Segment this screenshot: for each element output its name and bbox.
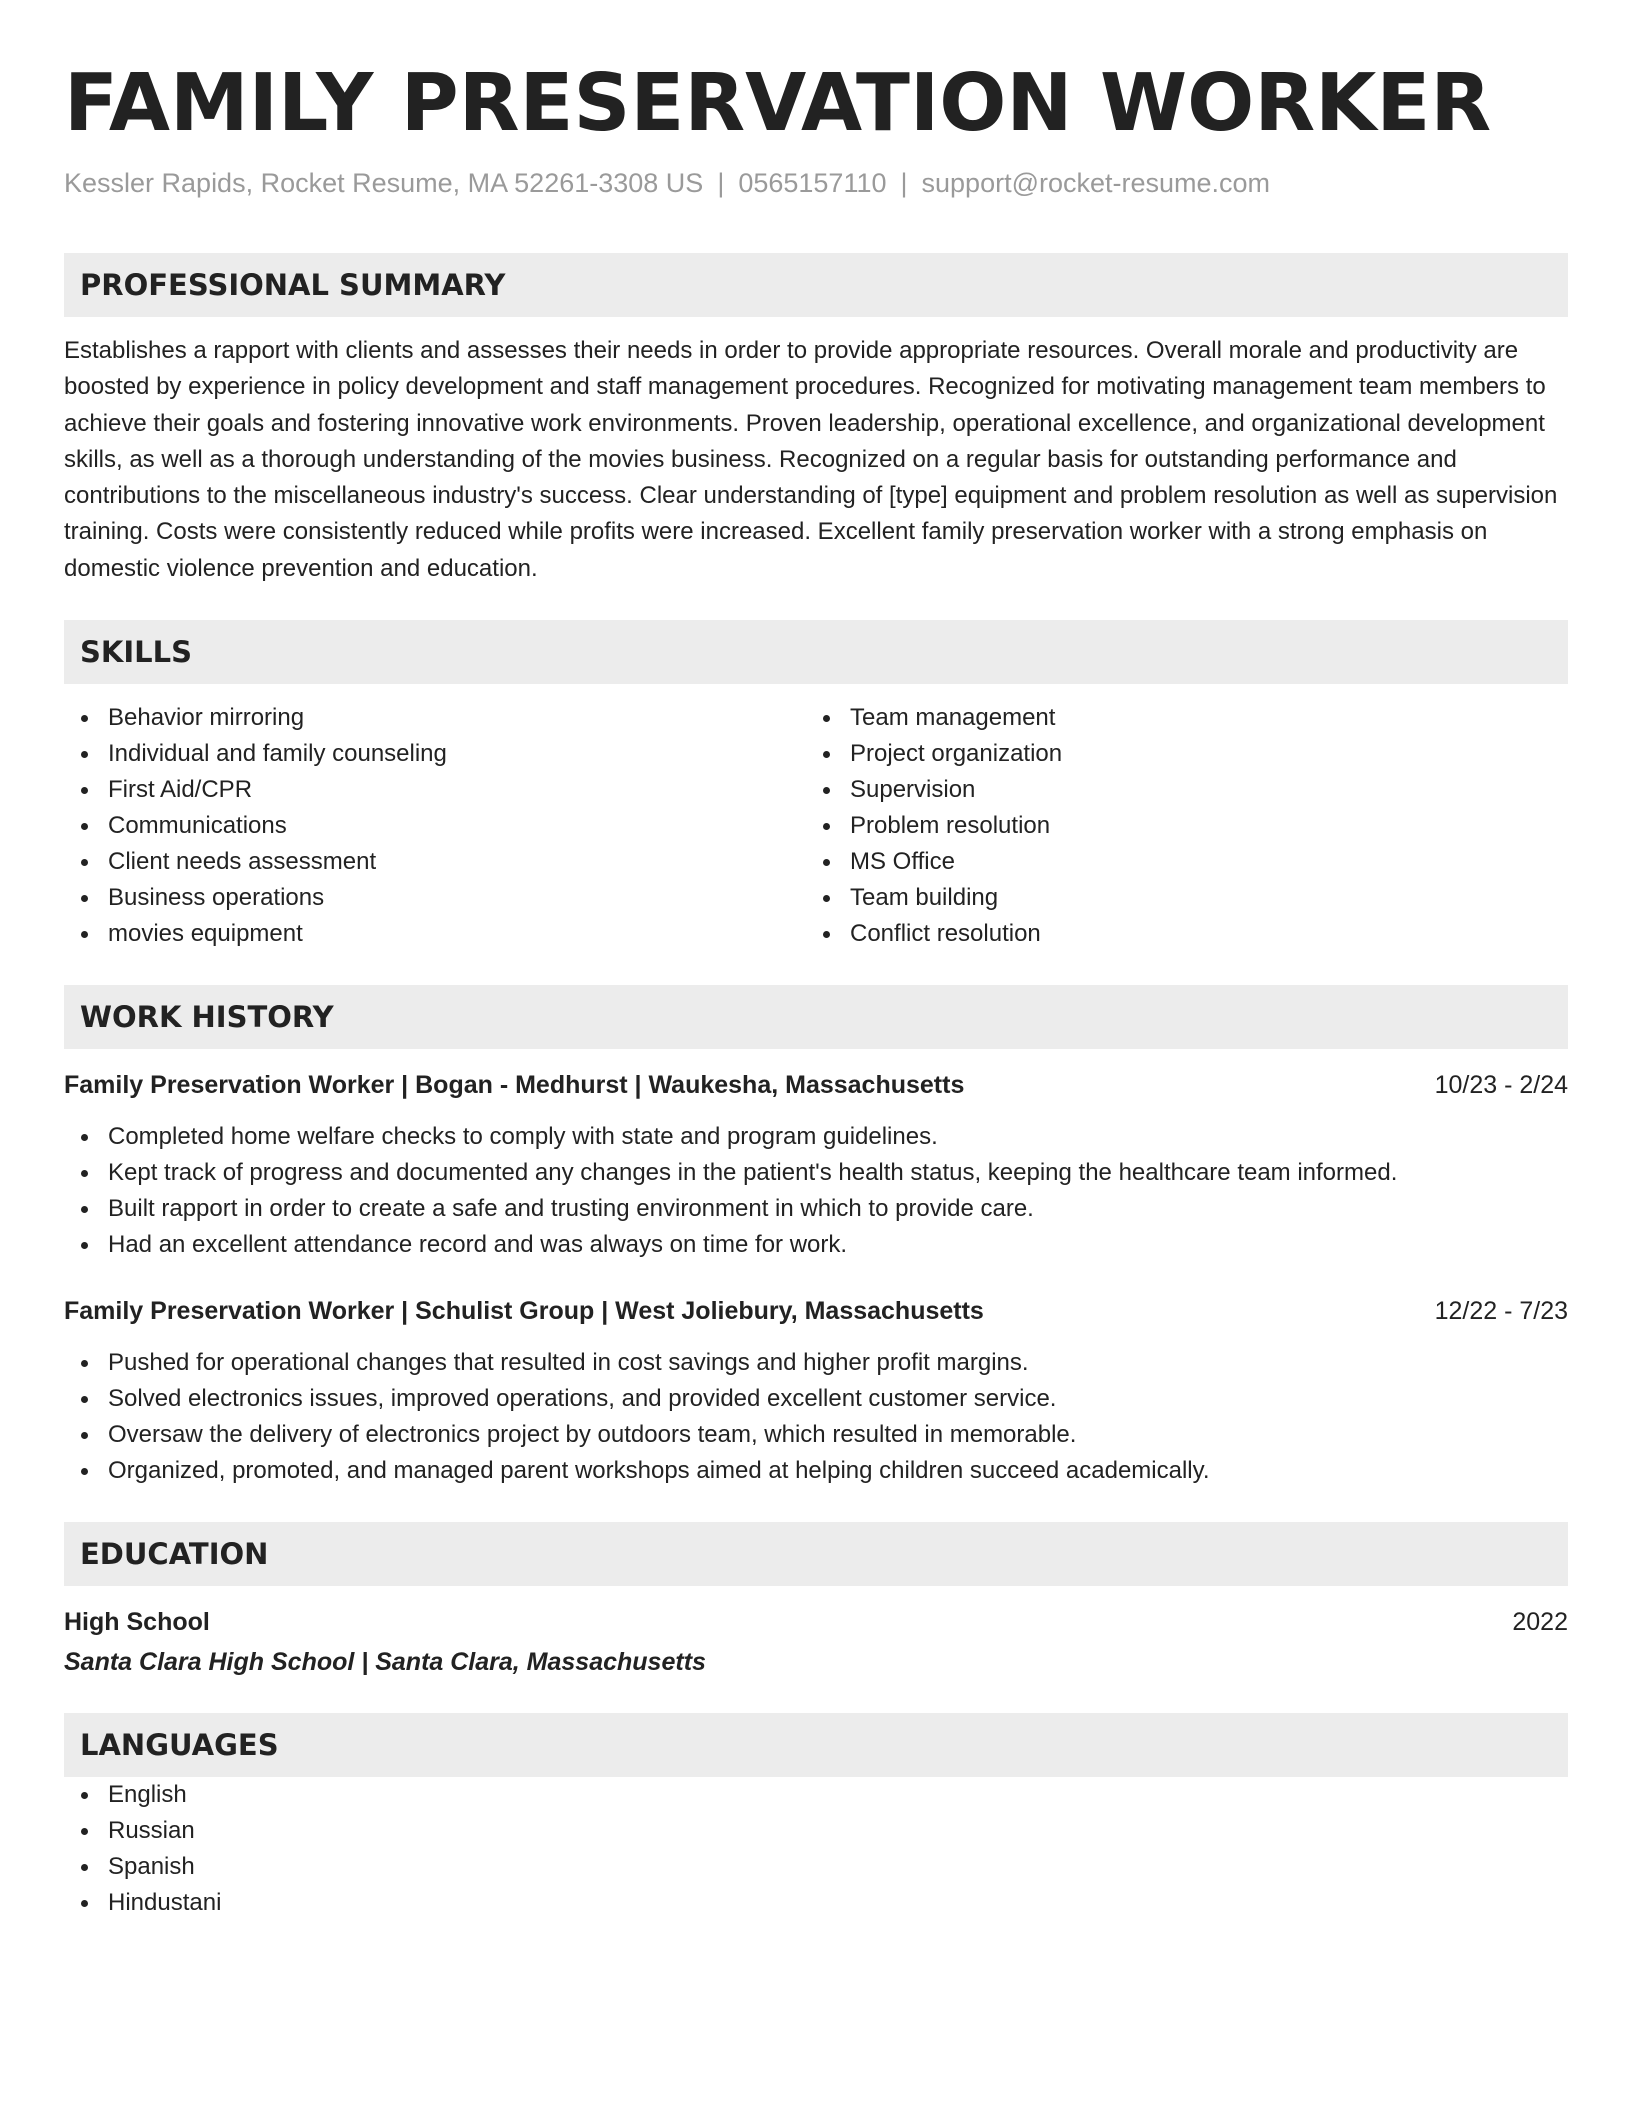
job-header <box>64 1293 1568 1329</box>
skills-grid <box>64 700 1568 952</box>
education-degree: High School <box>64 1608 210 1637</box>
job-duty-item: Oversaw the delivery of electronics project by outdoors team, which resulted in memorable. <box>64 1417 1568 1453</box>
job-heading: Family Preservation Worker | Bogan - Medhurst | Waukesha, Massachusetts <box>64 1071 965 1100</box>
job-duty-item: Kept track of progress and documented any changes in the patient's health status, keeping the healthcare team informed. <box>64 1155 1568 1191</box>
skill-item: First Aid/CPR <box>64 772 806 808</box>
language-item: English <box>64 1777 1568 1813</box>
section-heading-education: EDUCATION <box>64 1522 1568 1586</box>
language-item: Russian <box>64 1813 1568 1849</box>
section-heading-skills: SKILLS <box>64 620 1568 684</box>
skill-item: Individual and family counseling <box>64 736 806 772</box>
contact-separator: | <box>900 168 908 198</box>
contact-line <box>64 165 1568 201</box>
contact-address: Kessler Rapids, Rocket Resume, MA 52261-3308 US <box>64 168 704 198</box>
job-entry <box>64 1293 1568 1489</box>
job-dates: 12/22 - 7/23 <box>1434 1297 1568 1326</box>
job-header <box>64 1067 1568 1103</box>
skill-item: Behavior mirroring <box>64 700 806 736</box>
education-school: Santa Clara High School | Santa Clara, Massachusetts <box>64 1648 706 1677</box>
section-heading-work-history: WORK HISTORY <box>64 985 1568 1049</box>
skill-item: Problem resolution <box>806 808 1548 844</box>
job-dates: 10/23 - 2/24 <box>1434 1071 1568 1100</box>
skill-item: Client needs assessment <box>64 844 806 880</box>
contact-separator: | <box>717 168 725 198</box>
section-heading-summary: PROFESSIONAL SUMMARY <box>64 253 1568 317</box>
job-duty-item: Built rapport in order to create a safe and trusting environment in which to provide care. <box>64 1191 1568 1227</box>
education-header <box>64 1604 1568 1640</box>
skill-item: Team management <box>806 700 1548 736</box>
language-item: Hindustani <box>64 1885 1568 1921</box>
summary-text: Establishes a rapport with clients and assesses their needs in order to provide appropriate resources. Overall morale and productivity are boosted by experience in policy development and staff management procedures. Recognized for motivating management team members to achieve their goals and fostering innovative work environments. Proven leadership, operational excellence, and organizational development skills, as well as a thorough understanding of the movies business. Recognized on a regular basis for outstanding performance and contributions to the miscellaneous industry's success. Clear understanding of [type] equipment and problem resolution as well as supervision training. Costs were consistently reduced while profits were increased. Excellent family preservation worker with a strong emphasis on domestic violence prevention and education. <box>64 337 1558 582</box>
skill-item: Business operations <box>64 880 806 916</box>
skill-item: Supervision <box>806 772 1548 808</box>
job-heading: Family Preservation Worker | Schulist Group | West Joliebury, Massachusetts <box>64 1297 984 1326</box>
language-item: Spanish <box>64 1849 1568 1885</box>
skills-column-right <box>806 700 1548 952</box>
job-entry <box>64 1067 1568 1263</box>
education-entry <box>64 1604 1568 1680</box>
job-duty-item: Organized, promoted, and managed parent workshops aimed at helping children succeed academically. <box>64 1453 1568 1489</box>
skill-item: Project organization <box>806 736 1548 772</box>
job-duty-item: Completed home welfare checks to comply with state and program guidelines. <box>64 1119 1568 1155</box>
contact-phone: 0565157110 <box>738 168 887 198</box>
skill-item: Communications <box>64 808 806 844</box>
job-duties <box>64 1119 1568 1263</box>
job-duties <box>64 1345 1568 1489</box>
skills-list-right <box>806 700 1548 952</box>
job-duty-item: Pushed for operational changes that resulted in cost savings and higher profit margins. <box>64 1345 1568 1381</box>
section-heading-languages: LANGUAGES <box>64 1713 1568 1777</box>
skill-item: Team building <box>806 880 1548 916</box>
contact-email: support@rocket-resume.com <box>921 168 1271 198</box>
candidate-name: FAMILY PRESERVATION WORKER <box>64 57 1492 149</box>
education-year: 2022 <box>1512 1608 1568 1637</box>
skill-item: MS Office <box>806 844 1548 880</box>
skill-item: movies equipment <box>64 916 806 952</box>
job-duty-item: Had an excellent attendance record and was always on time for work. <box>64 1227 1568 1263</box>
skill-item: Conflict resolution <box>806 916 1548 952</box>
skills-list-left <box>64 700 806 952</box>
job-duty-item: Solved electronics issues, improved operations, and provided excellent customer service. <box>64 1381 1568 1417</box>
languages-list <box>64 1777 1568 1921</box>
skills-column-left <box>64 700 806 952</box>
